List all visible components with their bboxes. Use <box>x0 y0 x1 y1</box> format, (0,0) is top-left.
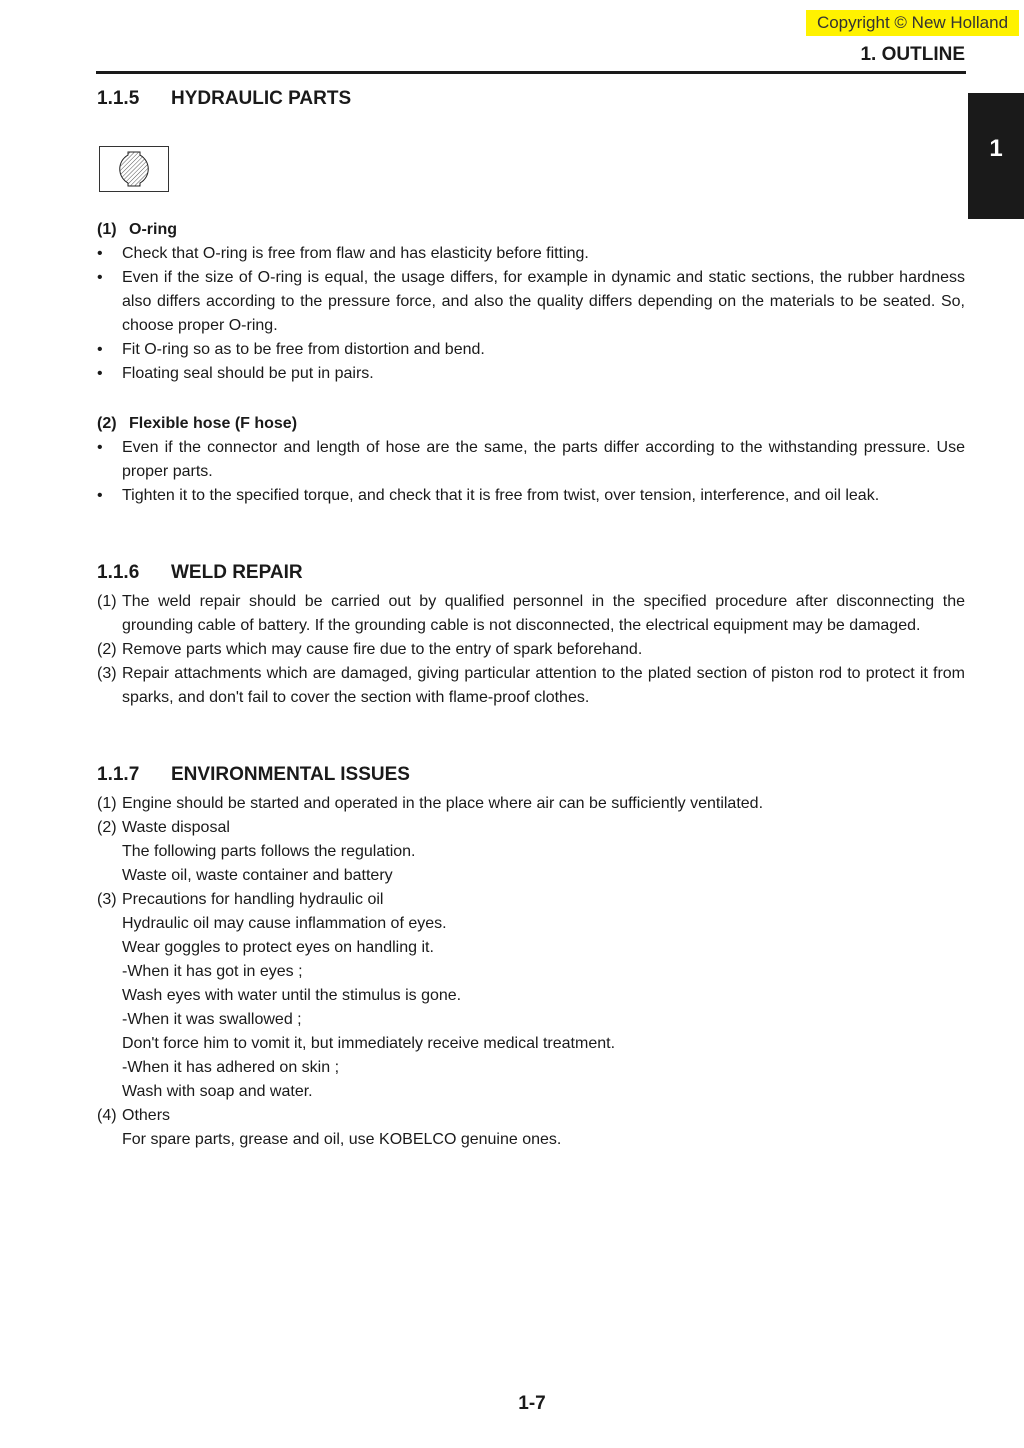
section-number: 1.1.5 <box>97 88 140 109</box>
list-item: (2) Remove parts which may cause fire due to the entry of spark beforehand. <box>97 641 643 658</box>
section-heading: WELD REPAIR <box>171 562 303 583</box>
subtitle-number: (1) <box>97 221 117 238</box>
chapter-tab <box>968 93 1024 219</box>
oring-bullet-list <box>97 242 965 386</box>
chapter-tab-number: 1 <box>989 135 1003 162</box>
list-item: • Fit O-ring so as to be free from distortion and bend. <box>97 341 485 358</box>
list-item: (1) Engine should be started and operated in the place where air can be sufficiently ventilated. <box>97 795 764 812</box>
section-title-environmental <box>97 760 965 790</box>
subtitle-text: Flexible hose (F hose) <box>129 415 298 432</box>
oring-cross-section-icon <box>116 149 152 189</box>
subtitle-text: O-ring <box>129 221 177 238</box>
subtitle-number: (2) <box>97 415 117 432</box>
copyright-banner: Copyright © New Holland <box>806 10 1019 36</box>
list-item: (1) The weld repair should be carried out by qualified personnel in the specified procedure after disconnecting the grounding cable of battery. If the grounding cable is not disconnected, the electrical equipment may be damaged. <box>97 593 965 634</box>
list-item: • Floating seal should be put in pairs. <box>97 365 374 382</box>
hose-bullet-list <box>97 436 965 508</box>
list-item: • Even if the connector and length of hose are the same, the parts differ according to the withstanding pressure. Use proper parts. <box>97 439 965 480</box>
header-rule <box>96 71 966 74</box>
list-item: • Check that O-ring is free from flaw and has elasticity before fitting. <box>97 245 589 262</box>
weld-list <box>97 590 965 710</box>
section-heading: HYDRAULIC PARTS <box>171 88 352 109</box>
chapter-header: 1. OUTLINE <box>860 44 965 65</box>
section-number: 1.1.7 <box>97 764 140 785</box>
environmental-list <box>97 792 965 1152</box>
list-item: • Tighten it to the specified torque, and check that it is free from twist, over tension, interference, and oil leak. <box>97 487 880 504</box>
list-item: (4) Others For spare parts, grease and oil, use KOBELCO genuine ones. <box>97 1107 562 1148</box>
oring-figure <box>99 146 169 192</box>
page-number: 1-7 <box>518 1393 546 1414</box>
oring-subtitle <box>97 218 965 242</box>
section-heading: ENVIRONMENTAL ISSUES <box>171 764 410 785</box>
list-item: (3) Repair attachments which are damaged, giving particular attention to the plated section of piston rod to protect it from sparks, and don't fail to cover the section with flame-proof clothes. <box>97 665 965 706</box>
list-item: (2) Waste disposal The following parts follows the regulation. Waste oil, waste container and battery <box>97 819 416 884</box>
list-item: (3) Precautions for handling hydraulic oil Hydraulic oil may cause inflammation of eyes. Wear goggles to protect eyes on handling it. -When it has got in eyes ; Wash eyes with water until the stimulus is gone. -When it was swallowed ; Don't force him to vomit it, but immediately receive medical treatment. -When it has adhered on skin ; Wash with soap and water. <box>97 891 616 1100</box>
section-number: 1.1.6 <box>97 562 140 583</box>
list-item: • Even if the size of O-ring is equal, the usage differs, for example in dynamic and static sections, the rubber hardness also differs according to the pressure force, and also the quality differs depending on the materials to be seated. So, choose proper O-ring. <box>97 269 965 334</box>
section-title-weld <box>97 558 965 588</box>
hose-subtitle <box>97 412 965 436</box>
page-content <box>97 84 965 1152</box>
section-title-hydraulic <box>97 84 965 114</box>
